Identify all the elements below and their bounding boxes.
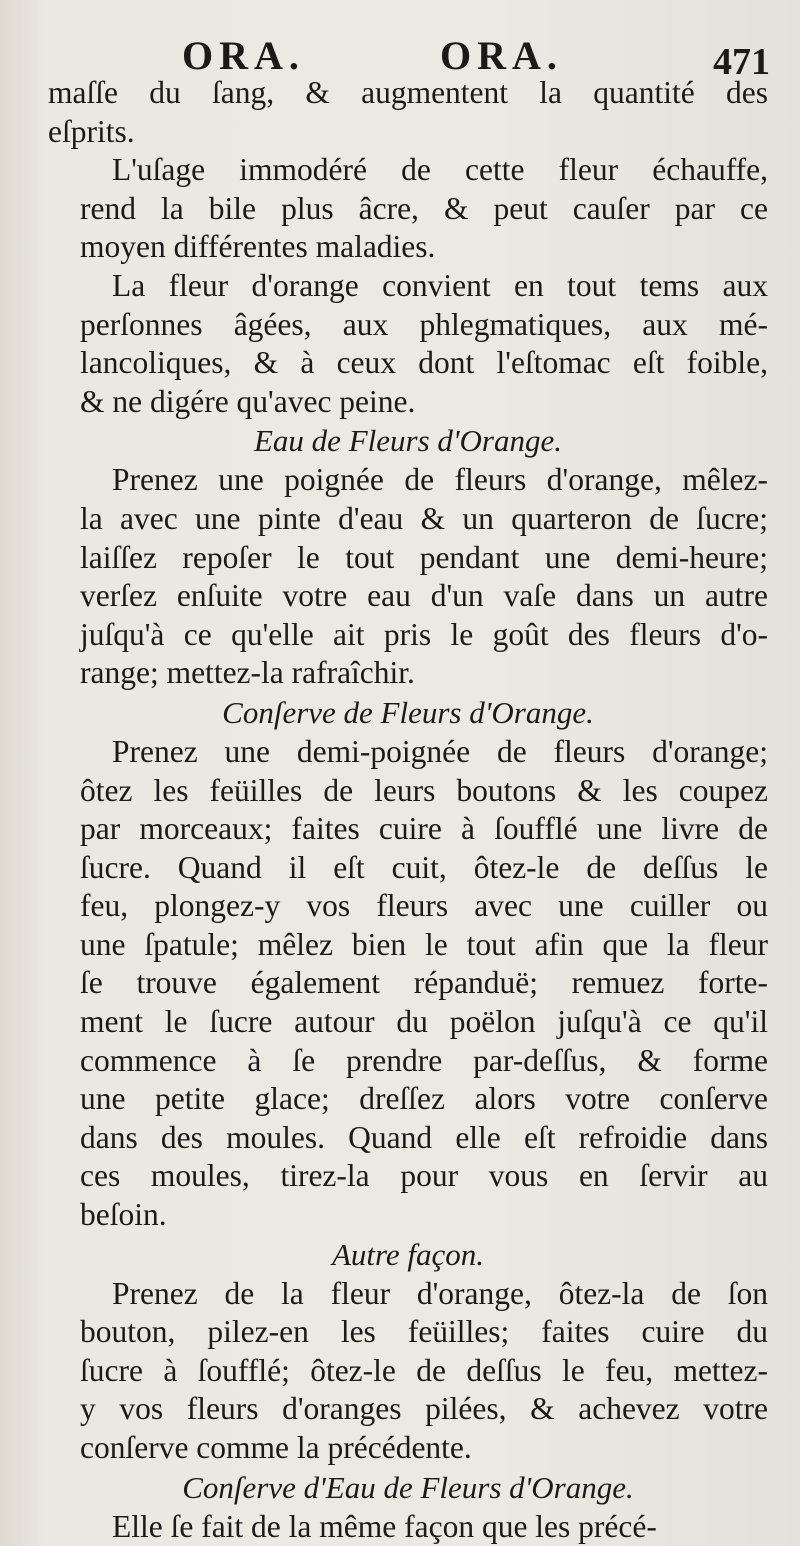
- text-line: dans des moules. Quand elle eſt refroidie dans: [80, 1119, 768, 1155]
- paragraph: [48, 1275, 768, 1468]
- text-line: commence à ſe prendre par-deſſus, & forme: [80, 1042, 768, 1078]
- text-line: ces moules, tirez-la pour vous en ſervir au: [80, 1158, 768, 1194]
- paragraph: [48, 461, 768, 693]
- header-left-word: ORA.: [182, 33, 305, 78]
- text-line: Prenez une poignée de fleurs d'orange, mêlez-: [112, 462, 768, 498]
- text-line: L'uſage immodéré de cette fleur échauffe,: [112, 152, 768, 188]
- running-header: [0, 22, 800, 82]
- text-line: ôtez les feüilles de leurs boutons & les coupez: [80, 772, 768, 808]
- text-line: range; mettez-la rafraîchir.: [80, 655, 415, 691]
- paragraph: [48, 1508, 768, 1546]
- header-right-word: ORA.: [440, 33, 563, 78]
- text-line: ſucre à ſoufflé; ôtez-le de deſſus le feu, mettez-: [80, 1352, 768, 1388]
- text-line: Prenez de la fleur d'orange, ôtez-la de ſon: [112, 1275, 768, 1311]
- section-heading: Conſerve de Fleurs d'Orange.: [222, 694, 594, 730]
- text-line: lancoliques, & à ceux dont l'eſtomac eſt foible,: [80, 345, 768, 381]
- section-heading: Conſerve d'Eau de Fleurs d'Orange.: [182, 1469, 634, 1505]
- text-line: maſſe du ſang, & augmentent la quantité des: [48, 75, 768, 110]
- text-line: juſqu'à ce qu'elle ait pris le goût des fleurs d'o-: [80, 616, 768, 652]
- text-line: feu, plongez-y vos fleurs avec une cuiller ou: [80, 888, 768, 924]
- text-line: conſerve comme la précédente.: [80, 1430, 472, 1465]
- paragraph: [48, 74, 768, 151]
- paragraph: [48, 151, 768, 267]
- text-line: verſez enſuite votre eau d'un vaſe dans un autre: [80, 578, 768, 614]
- text-line: Elle ſe fait de la même façon que les précé-: [112, 1508, 657, 1544]
- page-number: 471: [713, 41, 770, 83]
- text-line: la avec une pinte d'eau & un quarteron de ſucre;: [80, 500, 768, 536]
- text-line: rend la bile plus âcre, & peut cauſer par ce: [80, 190, 768, 226]
- text-line: & ne digére qu'avec peine.: [80, 383, 416, 419]
- text-line: perſonnes âgées, aux phlegmatiques, aux mé-: [80, 306, 768, 342]
- text-line: laiſſez repoſer le tout pendant une demi-heure;: [80, 539, 768, 575]
- text-line: Prenez une demi-poignée de fleurs d'orange;: [112, 733, 768, 769]
- paragraph: [48, 267, 768, 421]
- text-line: bouton, pilez-en les feüilles; faites cuire du: [80, 1314, 768, 1350]
- text-line: y vos fleurs d'oranges pilées, & achevez votre: [80, 1391, 768, 1427]
- text-line: une ſpatule; mêlez bien le tout afin que la fleur: [80, 926, 768, 962]
- section-heading: Autre façon.: [331, 1236, 485, 1272]
- text-line: moyen différentes maladies.: [80, 229, 436, 265]
- section-heading: Eau de Fleurs d'Orange.: [254, 423, 562, 459]
- paragraph: [48, 733, 768, 1235]
- text-line: eſprits.: [48, 113, 135, 149]
- text-line: par morceaux; faites cuire à ſoufflé une livre de: [80, 811, 768, 847]
- page-body-text: [48, 74, 768, 1546]
- text-line: ſucre. Quand il eſt cuit, ôtez-le de deſſus le: [80, 849, 768, 885]
- text-line: ſe trouve également répanduë; remuez forte-: [80, 965, 768, 1001]
- text-line: beſoin.: [80, 1197, 167, 1233]
- text-line: une petite glace; dreſſez alors votre conſerve: [80, 1081, 768, 1117]
- text-line: La fleur d'orange convient en tout tems aux: [112, 267, 768, 303]
- text-line: ment le ſucre autour du poëlon juſqu'à ce qu'il: [80, 1004, 768, 1040]
